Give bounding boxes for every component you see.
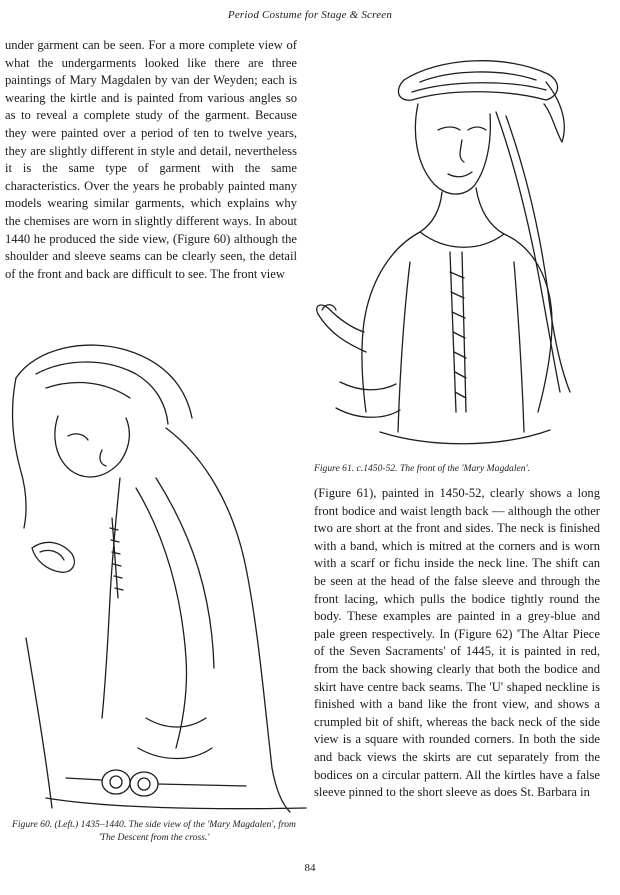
figure-60-illustration	[6, 338, 321, 816]
body-text-left-column: under garment can be seen. For a more complete view of what the undergarments looked like there are three paintings of Mary Magdalen by van der Weyden; each is wearing the kirtle and is painted from various angles so as to reveal a complete study of the garment. Because they were painted over a period of ten to twelve years, they are slightly different in style and detail, nevertheless it is the same type of garment with the same characteristics. Over the years he probably painted many models wearing similar garments, which explains why the chemises are worn in slightly different ways. In about 1440 he produced the side view, (Figure 60) although the shoulder and sleeve seams can be clearly seen, the detail of the front and back are difficult to see. The front view	[5, 38, 297, 281]
figure-61-caption: Figure 61. c.1450-52. The front of the 'Mary Magdalen'.	[314, 463, 531, 474]
figure-61-illustration	[300, 52, 600, 457]
page-number: 84	[304, 862, 316, 874]
figure-60-caption: Figure 60. (Left.) 1435–1440. The side view of the 'Mary Magdalen', from 'The Descent from the cross.'	[12, 819, 296, 843]
body-text-right-column: (Figure 61), painted in 1450-52, clearly shows a long front bodice and waist length back — although the other two are short at the front and sides. The neck is finished with a band, which is mitred at the corners and is worn with a scarf or fichu inside the neck line. The shift can be seen at the head of the false sleeve and through the front lacing, which pulls the bodice tightly round the body. These examples are painted in a grey-blue and pale green respectively. In (Figure 62) 'The Altar Piece of the Seven Sacraments' of 1445, it is painted in red, from the back showing clearly that both the bodice and skirt have centre back seams. The 'U' shaped neckline is finished with a band like the front view, and shows a crumpled bit of shift, whereas the back neck of the side view is a square with rounded corners. In both the side and back views the skirts are cut separately from the bodices on a circular pattern. All the kirtles have a false sleeve pinned to the short sleeve as does St. Barbara in	[314, 486, 600, 800]
running-title: Period Costume for Stage & Screen	[227, 9, 393, 21]
